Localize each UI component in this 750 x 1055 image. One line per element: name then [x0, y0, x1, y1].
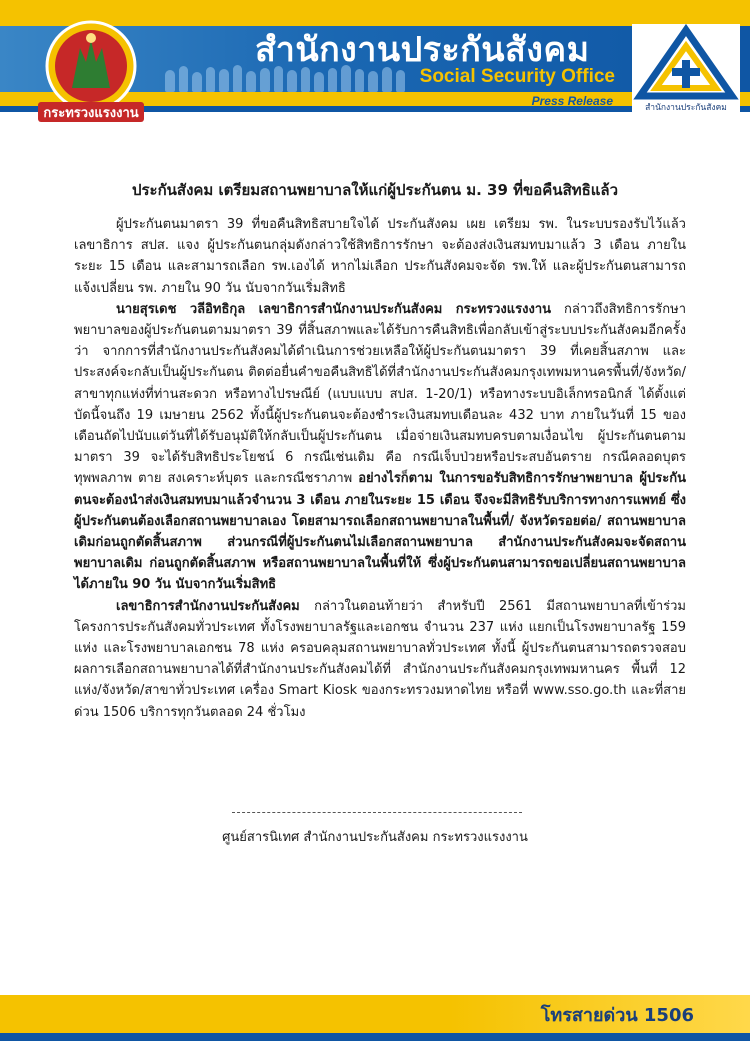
paragraph-1-text: ผู้ประกันตนมาตรา 39 ที่ขอคืนสิทธิสบายใจได้ ประกันสังคม เผย เตรียม รพ. ในระบบรองรับไว้แล้ว เลขาธิการ สปส. แจง ผู้ประกันตนกลุ่มดังกล่าวใช้สิทธิการรักษา จะต้องส่งเงินสมทบมาแล้ว 3 เดือน ภายในระยะ 15 เดือน และสามารถเลือก รพ.เองได้ หากไม่เลือก ประกันสังคมจะจัด รพ.ให้ และผู้ประกันตนสามารถแจ้งเปลี่ยน รพ. ภายใน 90 วัน นับจากวันเริ่มสิทธิ [74, 217, 686, 296]
paragraph-3-text: กล่าวในตอนท้ายว่า สำหรับปี 2561 มีสถานพยาบาลที่เข้าร่วมโครงการประกันสังคมทั่วประเทศ ทั้งโรงพยาบาลรัฐและเอกชน จำนวน 237 แห่ง แยกเป็นโรงพยาบาลรัฐ 159 แห่ง และโรงพยาบาลเอกชน 78 แห่ง ครอบคลุมสถานพยาบาลทั่วประเทศ ทั้งนี้ ผู้ประกันตนสามารถตรวจสอบผลการเลือกสถานพยาบาลได้ที่สำนักงานประกันสังคมได้ที่ สำนักงานประกันสังคมกรุงเทพมหานคร พื้นที่ 12 แห่ง/จังหวัด/สาขาทั่วประเทศ เครื่อง Smart Kiosk ของกระทรวงมหาดไทย หรือที่ www.sso.go.th และที่สายด่วน 1506 บริการทุกวันตลอด 24 ชั่วโมง [74, 598, 686, 720]
paragraph-2-bold-text: อย่างไรก็ตาม ในการขอรับสิทธิการรักษาพยาบาล ผู้ประกันตนจะต้องนำส่งเงินสมทบมาแล้วจำนวน 3 เดือน ภายในระยะ 15 เดือน จึงจะมีสิทธิรับบริการทางการแพทย์ ซึ่งผู้ประกันตนต้องเลือกสถานพยาบาลเอง โดยสามารถเลือกสถานพยาบาลในพื้นที่/ จังหวัดรอยต่อ/ สถานพยาบาลเดิมก่อนถูกตัดสิ้นสภาพ ส่วนกรณีที่ผู้ประกันตนไม่เลือกสถานพยาบาล สำนักงานประกันสังคมจะจัดสถานพยาบาลเดิม ก่อนถูกตัดสิ้นสภาพ หรือสถานพยาบาลในพื้นที่ให้ ซึ่งผู้ประกันตนสามารถขอเปลี่ยนสถานพยาบาลได้ภายใน 90 วัน นับจากวันเริ่มสิทธิ [74, 471, 686, 593]
paragraph-2-text: กล่าวถึงสิทธิการรักษาพยาบาลของผู้ประกันตนตามมาตรา 39 ที่สิ้นสภาพและได้รับการคืนสิทธิเพื่อกลับเข้าสู่ระบบประกันสังคมอีกครั้ง ว่า จากการที่สำนักงานประกันสังคมได้ดำเนินการช่วยเหลือให้ผู้ประกันตนมาตรา 39 ที่เคยสิ้นสภาพ และประสงค์จะกลับเป็นผู้ประกันตน ติดต่อยื่นคำขอคืนสิทธิได้ที่สำนักงานประกันสังคมกรุงเทพมหานครพื้นที่/จังหวัด/สาขาทุกแห่งที่ท่านสะดวก หรือทางไปรษณีย์ (แบบแบบ สปส. 1-20/1) หรือทางระบบอิเล็กทรอนิกส์ ได้ตั้งแต่บัดนี้จนถึง 19 เมษายน 2562 ทั้งนี้ผู้ประกันตนจะต้องชำระเงินสมทบเดือนละ 432 บาท ภายในวันที่ 15 ของเดือนถัดไปนับแต่วันที่ได้รับอนุมัติให้กลับเป็นผู้ประกันตน เมื่อจ่ายเงินสมทบครบตามเงื่อนไข ผู้ประกันตนตามมาตรา 39 จะได้รับสิทธิประโยชน์ 6 กรณีเช่นเดิม คือ กรณีเจ็บป่วยหรือประสบอันตราย กรณีคลอดบุตร ทุพพลภาพ ตาย สงเคราะห์บุตร และกรณีชราภาพ [74, 301, 686, 487]
paragraph-2 [74, 299, 686, 596]
footer-blue-line [0, 1033, 750, 1041]
separator-line [232, 812, 522, 813]
letterhead [0, 0, 750, 135]
org-name-english: Social Security Office [419, 66, 615, 87]
right-logo-text: สำนักงานประกันสังคม [645, 103, 727, 113]
ministry-of-labour-logo [32, 18, 150, 126]
org-name-thai: สำนักงานประกันสังคม [255, 30, 590, 70]
press-release-body [74, 214, 686, 723]
paragraph-3-lead: เลขาธิการสำนักงานประกันสังคม [116, 598, 300, 614]
press-release-label: Press Release [531, 94, 613, 108]
left-logo-text: กระทรวงแรงงาน [43, 106, 139, 121]
hotline-number: โทรสายด่วน 1506 [540, 1005, 694, 1026]
paragraph-1 [74, 214, 686, 299]
source-credit: ศูนย์สารนิเทศ สำนักงานประกันสังคม กระทรวงแรงงาน [222, 830, 528, 845]
paragraph-3 [74, 596, 686, 723]
paragraph-2-lead: นายสุรเดช วลีอิทธิกุล เลขาธิการสำนักงานประกันสังคม กระทรวงแรงงาน [116, 301, 552, 317]
press-release-title: ประกันสังคม เตรียมสถานพยาบาลให้แก่ผู้ประกันตน ม. 39 ที่ขอคืนสิทธิแล้ว [131, 181, 619, 199]
